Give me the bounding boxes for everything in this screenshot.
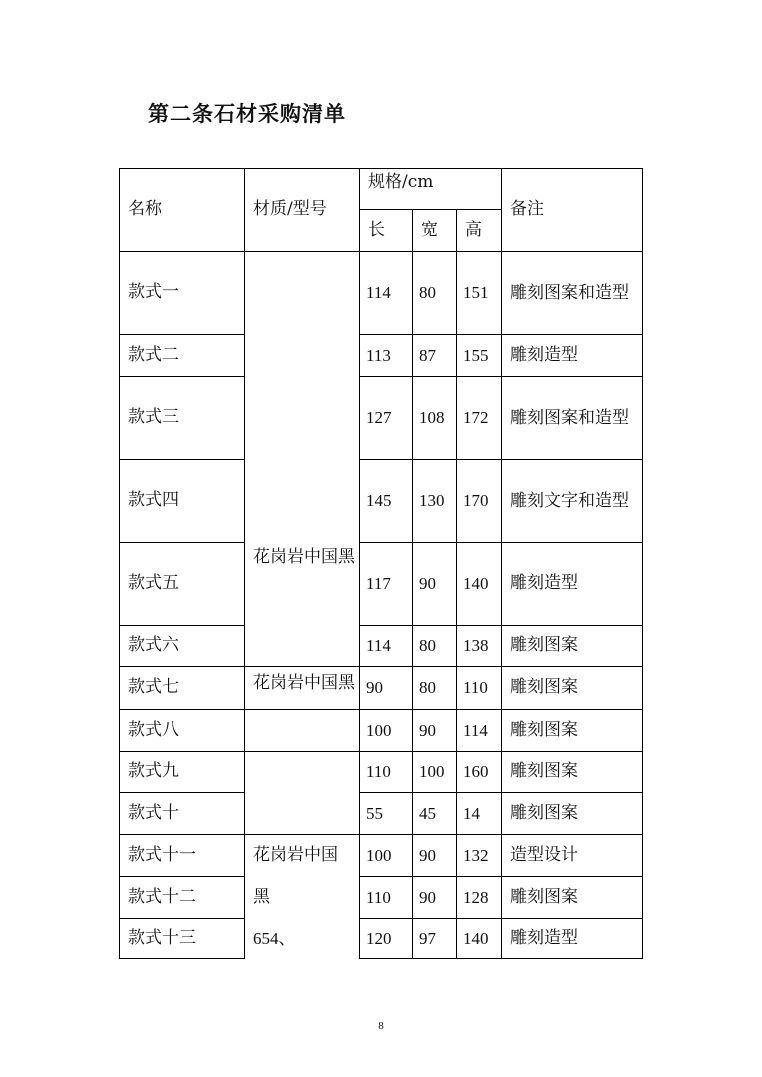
cell-height: 172 bbox=[463, 408, 489, 427]
cell-length: 114 bbox=[366, 636, 391, 655]
header-material: 材质/型号 bbox=[253, 199, 327, 219]
header-name: 名称 bbox=[128, 199, 162, 219]
table-row-name: 款式十三 bbox=[128, 927, 196, 948]
table-row-name: 款式十一 bbox=[128, 844, 196, 865]
cell-width: 100 bbox=[419, 762, 445, 781]
cell-width: 97 bbox=[419, 928, 436, 948]
header-note: 备注 bbox=[510, 199, 544, 219]
material-group-3-line2: 黑 bbox=[253, 886, 270, 907]
cell-height: 160 bbox=[463, 762, 489, 781]
cell-height: 128 bbox=[463, 887, 489, 907]
table-row-name: 款式四 bbox=[128, 490, 179, 510]
header-height: 高 bbox=[465, 219, 482, 240]
cell-width: 90 bbox=[419, 720, 436, 740]
header-spec: 规格/cm bbox=[368, 172, 434, 192]
page-number: 8 bbox=[378, 1020, 384, 1032]
cell-length: 145 bbox=[366, 491, 392, 510]
table-row-name: 款式七 bbox=[128, 677, 179, 697]
cell-length: 120 bbox=[366, 928, 392, 948]
cell-note: 雕刻造型 bbox=[510, 573, 578, 593]
cell-note: 造型设计 bbox=[510, 844, 578, 865]
cell-note: 雕刻造型 bbox=[510, 927, 578, 948]
table-row-name: 款式八 bbox=[128, 719, 179, 740]
table-row-name: 款式二 bbox=[128, 344, 179, 365]
header-length: 长 bbox=[368, 219, 385, 240]
cell-width: 108 bbox=[419, 408, 445, 427]
cell-width: 90 bbox=[419, 845, 436, 865]
cell-note: 雕刻图案和造型 bbox=[510, 407, 629, 428]
cell-length: 100 bbox=[366, 720, 392, 740]
cell-width: 45 bbox=[419, 803, 436, 823]
cell-note: 雕刻图案和造型 bbox=[510, 282, 629, 303]
cell-length: 100 bbox=[366, 845, 392, 865]
cell-note: 雕刻图案 bbox=[510, 802, 578, 823]
cell-note: 雕刻图案 bbox=[510, 677, 578, 697]
cell-length: 55 bbox=[366, 803, 383, 823]
cell-width: 90 bbox=[419, 887, 436, 907]
cell-height: 140 bbox=[463, 574, 489, 593]
cell-width: 90 bbox=[419, 574, 436, 593]
material-group-2: 花岗岩中国黑 bbox=[253, 673, 355, 693]
table-row-name: 款式十二 bbox=[128, 886, 196, 907]
cell-height: 138 bbox=[463, 636, 489, 655]
page-title: 第二条石材采购清单 bbox=[148, 102, 346, 126]
cell-note: 雕刻图案 bbox=[510, 761, 578, 781]
cell-note: 雕刻造型 bbox=[510, 344, 578, 365]
cell-width: 80 bbox=[419, 636, 436, 655]
cell-length: 110 bbox=[366, 762, 391, 781]
material-group-3-line1: 花岗岩中国 bbox=[253, 844, 338, 865]
cell-height: 110 bbox=[463, 678, 488, 697]
table-row-name: 款式三 bbox=[128, 407, 179, 427]
table-row-name: 款式六 bbox=[128, 635, 179, 655]
cell-width: 130 bbox=[419, 491, 445, 510]
table-row-name: 款式五 bbox=[128, 573, 179, 593]
cell-width: 87 bbox=[419, 345, 436, 365]
cell-height: 140 bbox=[463, 928, 489, 948]
header-width: 宽 bbox=[421, 219, 438, 240]
cell-height: 155 bbox=[463, 345, 489, 365]
cell-note: 雕刻文字和造型 bbox=[510, 490, 629, 511]
cell-width: 80 bbox=[419, 283, 436, 302]
cell-height: 151 bbox=[463, 283, 489, 302]
table-row-name: 款式十 bbox=[128, 802, 179, 823]
table-row-name: 款式九 bbox=[128, 761, 179, 781]
cell-length: 114 bbox=[366, 283, 391, 302]
cell-height: 14 bbox=[463, 803, 480, 823]
cell-note: 雕刻图案 bbox=[510, 719, 578, 740]
cell-length: 90 bbox=[366, 678, 383, 697]
cell-note: 雕刻图案 bbox=[510, 635, 578, 655]
cell-width: 80 bbox=[419, 678, 436, 697]
cell-length: 127 bbox=[366, 408, 392, 427]
cell-height: 170 bbox=[463, 491, 489, 510]
cell-length: 117 bbox=[366, 574, 391, 593]
cell-height: 114 bbox=[463, 720, 488, 740]
table-row-name: 款式一 bbox=[128, 282, 179, 302]
cell-length: 113 bbox=[366, 345, 391, 365]
cell-height: 132 bbox=[463, 845, 489, 865]
cell-length: 110 bbox=[366, 887, 391, 907]
material-group-3-line3: 654、 bbox=[253, 928, 296, 948]
material-group-1: 花岗岩中国黑 bbox=[253, 547, 355, 567]
cell-note: 雕刻图案 bbox=[510, 886, 578, 907]
